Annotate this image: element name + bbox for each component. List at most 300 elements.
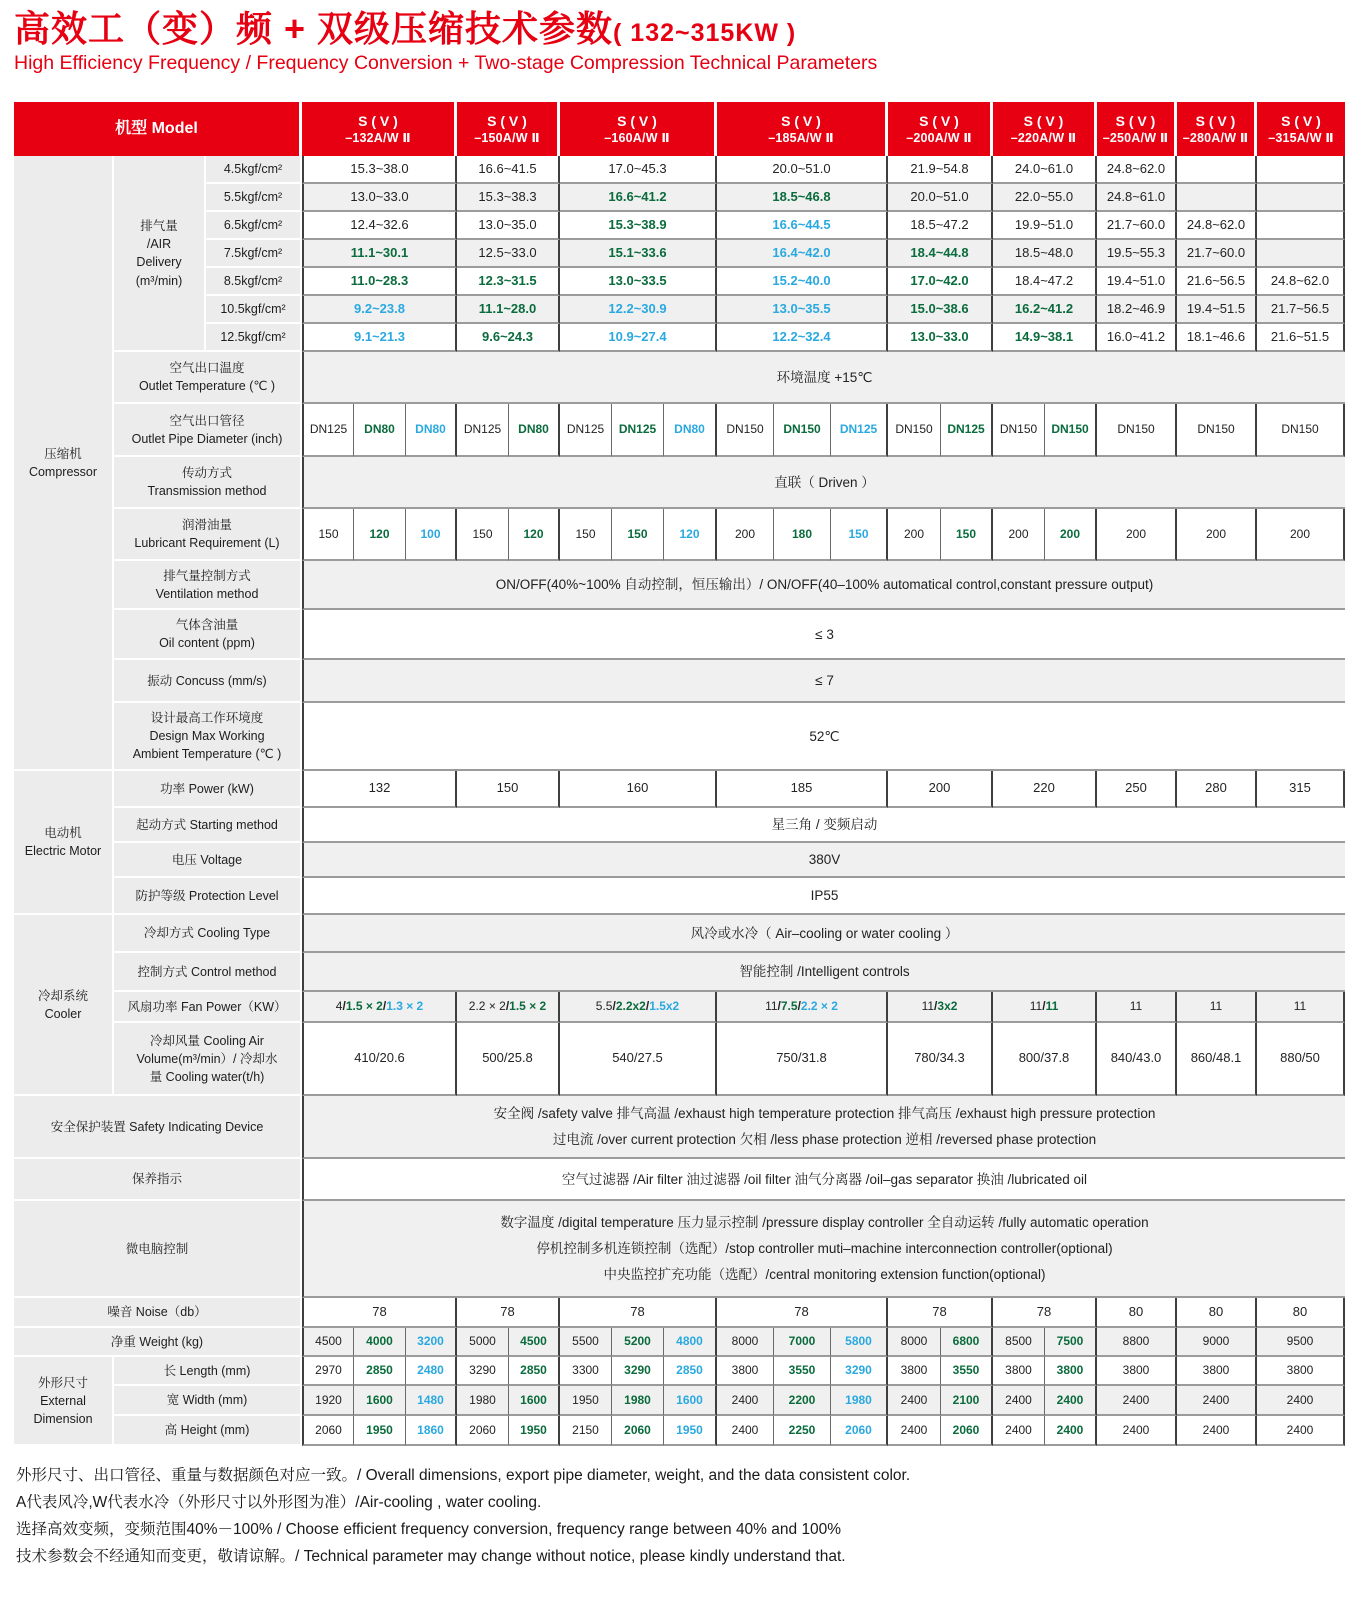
data-cell-air-7-5: 16.4~42.0 bbox=[717, 240, 888, 268]
fan-power-part: 2.2x2 bbox=[615, 999, 646, 1014]
row-label-line: 长 Length (mm) bbox=[163, 1363, 251, 1378]
span-value-ventilation-method bbox=[302, 561, 1345, 610]
data-cell-cooling-air-volume: 840/43.0 bbox=[1097, 1023, 1177, 1096]
span-value-line: 停机控制多机连锁控制（选配）/stop controller muti–machine interconnection controller(optional) bbox=[536, 1241, 1113, 1257]
data-cell-length: 3800 bbox=[1045, 1357, 1097, 1386]
data-cell-air-5-5 bbox=[1257, 184, 1345, 212]
span-value-protection-level bbox=[302, 878, 1345, 915]
group-label-line: Electric Motor bbox=[24, 844, 102, 859]
pressure-label: 8.5kgf/cm² bbox=[206, 268, 302, 296]
page-title-main: 高效工（变）频 + 双级压缩技术参数 bbox=[14, 8, 614, 49]
data-cell-height: 2400 bbox=[1177, 1416, 1257, 1446]
row-label-weight bbox=[14, 1328, 302, 1357]
data-cell-width: 2400 bbox=[1177, 1386, 1257, 1416]
data-cell-air-5-5 bbox=[1177, 184, 1257, 212]
data-cell-height: 1950 bbox=[509, 1416, 560, 1446]
row-label-line: 控制方式 Control method bbox=[137, 964, 277, 979]
data-cell-weight: 7500 bbox=[1045, 1328, 1097, 1357]
footnote: 选择高效变频，变频范围40%－100% / Choose efficient frequency conversion, frequency range between 40% and 100% bbox=[16, 1521, 842, 1539]
span-value-line: 智能控制 /Intelligent controls bbox=[739, 964, 910, 980]
data-cell-length: 3800 bbox=[888, 1357, 941, 1386]
span-value-line: 空气过滤器 /Air filter 油过滤器 /oil filter 油气分离器 /oil–gas separator 换油 /lubricated oil bbox=[561, 1171, 1088, 1187]
data-cell-air-6-5: 15.3~38.9 bbox=[560, 212, 717, 240]
data-cell-air-8-5: 18.4~47.2 bbox=[993, 268, 1097, 296]
fan-power-part: 1.5 × 2 bbox=[509, 999, 547, 1014]
data-cell-outlet-pipe-diameter: DN80 bbox=[354, 404, 406, 457]
model-header-series: S ( V ) bbox=[487, 113, 527, 130]
page-title-range: ( 132~315KW ) bbox=[613, 19, 797, 47]
data-cell-fan-power bbox=[302, 992, 457, 1023]
data-cell-air-6-5: 24.8~62.0 bbox=[1177, 212, 1257, 240]
data-cell-air-7-5: 18.4~44.8 bbox=[888, 240, 993, 268]
pressure-label: 5.5kgf/cm² bbox=[206, 184, 302, 212]
data-cell-width: 2400 bbox=[993, 1386, 1045, 1416]
data-cell-height: 2400 bbox=[888, 1416, 941, 1446]
row-label-line: 噪音 Noise（db） bbox=[107, 1305, 207, 1320]
parameters-table bbox=[14, 102, 1345, 1446]
data-cell-power: 315 bbox=[1257, 771, 1345, 808]
data-cell-power: 200 bbox=[888, 771, 993, 808]
fan-power-part: 5.5 bbox=[595, 999, 613, 1014]
slash-separator: / bbox=[797, 999, 801, 1014]
row-label-design-max-ambient bbox=[114, 703, 302, 771]
data-cell-weight: 9500 bbox=[1257, 1328, 1345, 1357]
row-label-line: Design Max Working bbox=[149, 729, 265, 744]
model-header-name: –160A/W Ⅱ bbox=[604, 131, 670, 146]
fan-power-part: 11 bbox=[1045, 999, 1059, 1014]
slash-separator: / bbox=[645, 999, 650, 1014]
row-label-line: Ventilation method bbox=[155, 586, 259, 601]
data-cell-air-12-5: 9.6~24.3 bbox=[457, 324, 560, 352]
group-label-line: External bbox=[40, 1393, 86, 1408]
data-cell-cooling-air-volume: 800/37.8 bbox=[993, 1023, 1097, 1096]
data-cell-air-6-5 bbox=[1257, 212, 1345, 240]
span-value-oil-content bbox=[302, 610, 1345, 660]
data-cell-outlet-pipe-diameter: DN150 bbox=[993, 404, 1045, 457]
row-label-height bbox=[114, 1416, 302, 1446]
data-cell-outlet-pipe-diameter: DN150 bbox=[1257, 404, 1345, 457]
row-label-line: 微电脑控制 bbox=[125, 1241, 189, 1256]
row-label-line: 净重 Weight (kg) bbox=[110, 1334, 204, 1349]
data-cell-air-8-5: 17.0~42.0 bbox=[888, 268, 993, 296]
model-header-315 bbox=[1257, 102, 1345, 156]
row-label-line: 排气量控制方式 bbox=[163, 568, 251, 583]
data-cell-width: 1480 bbox=[406, 1386, 457, 1416]
model-header-220 bbox=[993, 102, 1097, 156]
data-cell-air-7-5: 11.1~30.1 bbox=[302, 240, 457, 268]
data-cell-length: 2970 bbox=[302, 1357, 354, 1386]
data-cell-width: 1600 bbox=[664, 1386, 717, 1416]
data-cell-air-12-5: 12.2~32.4 bbox=[717, 324, 888, 352]
data-cell-air-10-5: 19.4~51.5 bbox=[1177, 296, 1257, 324]
data-cell-air-8-5: 15.2~40.0 bbox=[717, 268, 888, 296]
model-header-name: –220A/W Ⅱ bbox=[1010, 131, 1077, 146]
row-label-line: 空气出口管径 bbox=[169, 413, 245, 428]
data-cell-cooling-air-volume: 880/50 bbox=[1257, 1023, 1345, 1096]
span-value-line: 安全阀 /safety valve 排气高温 /exhaust high temperature protection 排气高压 /exhaust high pressure protection bbox=[493, 1106, 1156, 1122]
data-cell-power: 280 bbox=[1177, 771, 1257, 808]
data-cell-air-6-5: 12.4~32.6 bbox=[302, 212, 457, 240]
fan-power-part: 11 bbox=[1293, 999, 1307, 1014]
fan-power-part: 11 bbox=[921, 999, 935, 1014]
span-value-design-max-ambient bbox=[302, 703, 1345, 771]
fan-power-part: 2.2 × 2 bbox=[468, 999, 506, 1014]
model-header-series: S ( V ) bbox=[919, 113, 959, 130]
span-value-cooling-type bbox=[302, 915, 1345, 953]
row-label-line: 功率 Power (kW) bbox=[160, 781, 254, 796]
group-label-line: 外形尺寸 bbox=[37, 1375, 88, 1390]
row-label-outlet-temperature bbox=[114, 352, 302, 404]
data-cell-air-6-5: 13.0~35.0 bbox=[457, 212, 560, 240]
model-header-name: –280A/W Ⅱ bbox=[1182, 131, 1249, 146]
row-label-control-method bbox=[114, 953, 302, 992]
data-cell-noise: 78 bbox=[302, 1298, 457, 1328]
data-cell-outlet-pipe-diameter: DN125 bbox=[560, 404, 612, 457]
model-header-name: –315A/W Ⅱ bbox=[1268, 131, 1334, 146]
data-cell-air-10-5: 15.0~38.6 bbox=[888, 296, 993, 324]
row-label-line: Lubricant Requirement (L) bbox=[134, 536, 280, 551]
model-header-series: S ( V ) bbox=[1115, 113, 1156, 130]
span-value-concuss bbox=[302, 660, 1345, 703]
data-cell-air-4-5: 24.8~62.0 bbox=[1097, 156, 1177, 184]
data-cell-cooling-air-volume: 500/25.8 bbox=[457, 1023, 560, 1096]
data-cell-width: 2400 bbox=[888, 1386, 941, 1416]
data-cell-weight: 4000 bbox=[354, 1328, 406, 1357]
data-cell-height: 1860 bbox=[406, 1416, 457, 1446]
slash-separator: / bbox=[777, 999, 781, 1014]
data-cell-air-4-5: 17.0~45.3 bbox=[560, 156, 717, 184]
model-header-name: –185A/W Ⅱ bbox=[768, 131, 834, 146]
row-label-oil-content bbox=[114, 610, 302, 660]
data-cell-power: 185 bbox=[717, 771, 888, 808]
data-cell-air-5-5: 13.0~33.0 bbox=[302, 184, 457, 212]
data-cell-length: 2850 bbox=[509, 1357, 560, 1386]
data-cell-outlet-pipe-diameter: DN125 bbox=[941, 404, 993, 457]
data-cell-lubricant-requirement: 150 bbox=[831, 509, 888, 561]
data-cell-weight: 4800 bbox=[664, 1328, 717, 1357]
model-header-series: S ( V ) bbox=[1281, 113, 1321, 130]
data-cell-height: 2250 bbox=[774, 1416, 831, 1446]
fan-power-part: 7.5 bbox=[780, 999, 798, 1014]
data-cell-lubricant-requirement: 150 bbox=[941, 509, 993, 561]
data-cell-air-10-5: 11.1~28.0 bbox=[457, 296, 560, 324]
data-cell-lubricant-requirement: 120 bbox=[509, 509, 560, 561]
span-value-line: 52℃ bbox=[809, 728, 840, 744]
page-title bbox=[14, 8, 1345, 49]
fan-power-part: 1.5x2 bbox=[649, 999, 680, 1014]
data-cell-outlet-pipe-diameter: DN80 bbox=[406, 404, 457, 457]
data-cell-height: 2060 bbox=[941, 1416, 993, 1446]
data-cell-height: 2400 bbox=[1097, 1416, 1177, 1446]
data-cell-height: 2060 bbox=[612, 1416, 664, 1446]
model-header-185 bbox=[717, 102, 888, 156]
data-cell-length: 3550 bbox=[941, 1357, 993, 1386]
row-label-line: 润滑油量 bbox=[181, 518, 232, 533]
footnotes bbox=[16, 1462, 1345, 1570]
group-label-line: 冷却系统 bbox=[37, 988, 88, 1003]
data-cell-length: 3550 bbox=[774, 1357, 831, 1386]
data-cell-outlet-pipe-diameter: DN150 bbox=[717, 404, 774, 457]
data-cell-length: 3300 bbox=[560, 1357, 612, 1386]
data-cell-lubricant-requirement: 150 bbox=[612, 509, 664, 561]
slash-separator: / bbox=[612, 999, 616, 1014]
row-label-fan-power bbox=[114, 992, 302, 1023]
span-value-line: 380V bbox=[808, 852, 841, 868]
span-value-line: 数字温度 /digital temperature 压力显示控制 /pressure display controller 全自动运转 /fully automatic operation bbox=[500, 1215, 1149, 1231]
air-delivery-label bbox=[114, 156, 206, 352]
pressure-label: 4.5kgf/cm² bbox=[206, 156, 302, 184]
span-value-line: 环境温度 +15℃ bbox=[776, 369, 873, 385]
data-cell-air-10-5: 13.0~35.5 bbox=[717, 296, 888, 324]
span-value-control-method bbox=[302, 953, 1345, 992]
row-label-maintenance-indication bbox=[14, 1159, 302, 1201]
air-delivery-label-line: Delivery bbox=[136, 255, 182, 270]
data-cell-fan-power bbox=[1177, 992, 1257, 1023]
data-cell-air-12-5: 13.0~33.0 bbox=[888, 324, 993, 352]
slash-separator: / bbox=[1042, 999, 1046, 1014]
span-value-line: IP55 bbox=[810, 888, 839, 904]
air-delivery-label-line: 排气量 bbox=[140, 219, 178, 234]
data-cell-weight: 5800 bbox=[831, 1328, 888, 1357]
data-cell-cooling-air-volume: 780/34.3 bbox=[888, 1023, 993, 1096]
data-cell-noise: 80 bbox=[1257, 1298, 1345, 1328]
group-label-line: Dimension bbox=[33, 1411, 93, 1426]
fan-power-part: 3x2 bbox=[937, 999, 958, 1014]
data-cell-width: 2400 bbox=[1097, 1386, 1177, 1416]
row-label-line: 安全保护装置 Safety Indicating Device bbox=[50, 1119, 264, 1134]
data-cell-height: 2400 bbox=[1045, 1416, 1097, 1446]
data-cell-outlet-pipe-diameter: DN150 bbox=[1177, 404, 1257, 457]
data-cell-lubricant-requirement: 200 bbox=[717, 509, 774, 561]
pressure-label: 10.5kgf/cm² bbox=[206, 296, 302, 324]
data-cell-height: 2150 bbox=[560, 1416, 612, 1446]
data-cell-air-10-5: 16.2~41.2 bbox=[993, 296, 1097, 324]
row-label-cooling-type bbox=[114, 915, 302, 953]
group-label-line: 电动机 bbox=[44, 826, 82, 841]
data-cell-air-12-5: 10.9~27.4 bbox=[560, 324, 717, 352]
data-cell-weight: 4500 bbox=[302, 1328, 354, 1357]
row-label-cooling-air-volume bbox=[114, 1023, 302, 1096]
data-cell-air-8-5: 13.0~33.5 bbox=[560, 268, 717, 296]
row-label-line: 风扇功率 Fan Power（KW） bbox=[127, 999, 287, 1014]
row-label-line: 电压 Voltage bbox=[171, 852, 243, 867]
data-cell-outlet-pipe-diameter: DN125 bbox=[612, 404, 664, 457]
data-cell-air-7-5: 12.5~33.0 bbox=[457, 240, 560, 268]
data-cell-outlet-pipe-diameter: DN125 bbox=[302, 404, 354, 457]
data-cell-outlet-pipe-diameter: DN80 bbox=[664, 404, 717, 457]
model-header-150 bbox=[457, 102, 560, 156]
data-cell-fan-power bbox=[457, 992, 560, 1023]
data-cell-power: 220 bbox=[993, 771, 1097, 808]
span-value-line: ≤ 7 bbox=[815, 673, 834, 689]
data-cell-width: 1980 bbox=[831, 1386, 888, 1416]
data-cell-width: 1980 bbox=[612, 1386, 664, 1416]
span-value-line: 星三角 / 变频启动 bbox=[771, 817, 878, 833]
data-cell-air-6-5: 21.7~60.0 bbox=[1097, 212, 1177, 240]
data-cell-length: 3800 bbox=[1257, 1357, 1345, 1386]
model-header-132 bbox=[302, 102, 457, 156]
span-value-line: 中央监控扩充功能（选配）/central monitoring extension function(optional) bbox=[603, 1266, 1046, 1282]
data-cell-length: 2480 bbox=[406, 1357, 457, 1386]
data-cell-lubricant-requirement: 180 bbox=[774, 509, 831, 561]
row-label-line: Transmission method bbox=[147, 484, 267, 499]
model-header-series: S ( V ) bbox=[1195, 113, 1236, 130]
data-cell-weight: 8000 bbox=[888, 1328, 941, 1357]
row-label-line: 防护等级 Protection Level bbox=[135, 888, 279, 903]
data-cell-width: 1600 bbox=[509, 1386, 560, 1416]
data-cell-length: 3800 bbox=[993, 1357, 1045, 1386]
row-label-line: 设计最高工作环境度 bbox=[150, 711, 264, 726]
span-value-microcomputer-control bbox=[302, 1201, 1345, 1298]
data-cell-power: 132 bbox=[302, 771, 457, 808]
data-cell-cooling-air-volume: 540/27.5 bbox=[560, 1023, 717, 1096]
group-label-cooler bbox=[14, 915, 114, 1096]
data-cell-air-5-5: 24.8~61.0 bbox=[1097, 184, 1177, 212]
data-cell-weight: 8800 bbox=[1097, 1328, 1177, 1357]
row-label-line: 空气出口温度 bbox=[169, 361, 245, 376]
slash-separator: / bbox=[505, 999, 510, 1014]
row-label-microcomputer-control bbox=[14, 1201, 302, 1298]
data-cell-weight: 9000 bbox=[1177, 1328, 1257, 1357]
row-label-ventilation-method bbox=[114, 561, 302, 610]
group-label-motor bbox=[14, 771, 114, 915]
data-cell-air-8-5: 24.8~62.0 bbox=[1257, 268, 1345, 296]
data-cell-fan-power bbox=[993, 992, 1097, 1023]
data-cell-weight: 5000 bbox=[457, 1328, 509, 1357]
data-cell-weight: 5500 bbox=[560, 1328, 612, 1357]
data-cell-cooling-air-volume: 410/20.6 bbox=[302, 1023, 457, 1096]
model-header-series: S ( V ) bbox=[358, 113, 398, 130]
data-cell-noise: 78 bbox=[993, 1298, 1097, 1328]
data-cell-lubricant-requirement: 200 bbox=[1045, 509, 1097, 561]
data-cell-air-6-5: 19.9~51.0 bbox=[993, 212, 1097, 240]
fan-power-part: 1.5 × 2 bbox=[345, 999, 383, 1014]
data-cell-fan-power bbox=[1257, 992, 1345, 1023]
data-cell-cooling-air-volume: 750/31.8 bbox=[717, 1023, 888, 1096]
data-cell-air-12-5: 9.1~21.3 bbox=[302, 324, 457, 352]
data-cell-length: 3290 bbox=[612, 1357, 664, 1386]
data-cell-air-7-5 bbox=[1257, 240, 1345, 268]
table-header-model-label: 机型 Model bbox=[14, 102, 302, 156]
pressure-label: 7.5kgf/cm² bbox=[206, 240, 302, 268]
row-label-power bbox=[114, 771, 302, 808]
data-cell-air-5-5: 20.0~51.0 bbox=[888, 184, 993, 212]
row-label-protection-level bbox=[114, 878, 302, 915]
data-cell-width: 1980 bbox=[457, 1386, 509, 1416]
group-label-line: Compressor bbox=[28, 464, 98, 479]
data-cell-air-8-5: 21.6~56.5 bbox=[1177, 268, 1257, 296]
data-cell-air-12-5: 16.0~41.2 bbox=[1097, 324, 1177, 352]
group-label-compressor bbox=[14, 156, 114, 771]
data-cell-air-5-5: 22.0~55.0 bbox=[993, 184, 1097, 212]
row-label-width bbox=[114, 1386, 302, 1416]
fan-power-part: 1.3 × 2 bbox=[386, 999, 424, 1014]
data-cell-air-8-5: 12.3~31.5 bbox=[457, 268, 560, 296]
data-cell-outlet-pipe-diameter: DN150 bbox=[1045, 404, 1097, 457]
data-cell-noise: 80 bbox=[1097, 1298, 1177, 1328]
model-header-name: –132A/W Ⅱ bbox=[345, 131, 411, 146]
row-label-line: Oil content (ppm) bbox=[159, 636, 255, 651]
data-cell-width: 2400 bbox=[1045, 1386, 1097, 1416]
row-label-line: 气体含油量 bbox=[175, 618, 239, 633]
data-cell-length: 2850 bbox=[354, 1357, 406, 1386]
data-cell-lubricant-requirement: 150 bbox=[560, 509, 612, 561]
row-label-line: 振动 Concuss (mm/s) bbox=[147, 673, 267, 688]
row-label-line: 保养指示 bbox=[131, 1172, 182, 1187]
data-cell-air-10-5: 18.2~46.9 bbox=[1097, 296, 1177, 324]
span-value-line: ≤ 3 bbox=[815, 626, 834, 642]
data-cell-air-4-5 bbox=[1257, 156, 1345, 184]
data-cell-outlet-pipe-diameter: DN125 bbox=[831, 404, 888, 457]
span-value-line: 直联（ Driven ） bbox=[774, 474, 875, 490]
data-cell-air-4-5 bbox=[1177, 156, 1257, 184]
group-label-line: Cooler bbox=[44, 1006, 82, 1021]
air-delivery-label-line: (m³/min) bbox=[135, 273, 183, 288]
data-cell-outlet-pipe-diameter: DN150 bbox=[1097, 404, 1177, 457]
row-label-line: Outlet Temperature (℃ ) bbox=[138, 379, 276, 394]
data-cell-noise: 78 bbox=[888, 1298, 993, 1328]
data-cell-length: 3800 bbox=[1097, 1357, 1177, 1386]
data-cell-air-10-5: 21.7~56.5 bbox=[1257, 296, 1345, 324]
data-cell-length: 3800 bbox=[717, 1357, 774, 1386]
row-label-line: 起动方式 Starting method bbox=[136, 817, 278, 832]
model-header-series: S ( V ) bbox=[617, 113, 657, 130]
fan-power-part: 11 bbox=[1129, 999, 1143, 1014]
data-cell-air-6-5: 16.6~44.5 bbox=[717, 212, 888, 240]
span-value-line: 风冷或水冷（ Air–cooling or water cooling ） bbox=[690, 925, 959, 941]
data-cell-fan-power bbox=[1097, 992, 1177, 1023]
row-label-line: 传动方式 bbox=[181, 466, 232, 481]
row-label-starting-method bbox=[114, 808, 302, 843]
data-cell-length: 2850 bbox=[664, 1357, 717, 1386]
data-cell-width: 1600 bbox=[354, 1386, 406, 1416]
data-cell-noise: 78 bbox=[457, 1298, 560, 1328]
fan-power-part: 4 bbox=[335, 999, 343, 1014]
data-cell-width: 2200 bbox=[774, 1386, 831, 1416]
span-value-maintenance-indication bbox=[302, 1159, 1345, 1201]
pressure-label: 12.5kgf/cm² bbox=[206, 324, 302, 352]
data-cell-height: 1950 bbox=[354, 1416, 406, 1446]
data-cell-outlet-pipe-diameter: DN150 bbox=[774, 404, 831, 457]
row-label-safety-indicating-device bbox=[14, 1096, 302, 1159]
data-cell-fan-power bbox=[560, 992, 717, 1023]
span-value-outlet-temperature bbox=[302, 352, 1345, 404]
data-cell-width: 2100 bbox=[941, 1386, 993, 1416]
fan-power-part: 11 bbox=[1209, 999, 1223, 1014]
row-label-line: 高 Height (mm) bbox=[164, 1423, 250, 1438]
span-value-transmission-method bbox=[302, 457, 1345, 509]
data-cell-lubricant-requirement: 200 bbox=[1177, 509, 1257, 561]
data-cell-cooling-air-volume: 860/48.1 bbox=[1177, 1023, 1257, 1096]
row-label-line: 冷却方式 Cooling Type bbox=[143, 926, 271, 941]
footnote: 外形尺寸、出口管径、重量与数据颜色对应一致。/ Overall dimensions, export pipe diameter, weight, and the data consistent color. bbox=[16, 1467, 911, 1485]
fan-power-part: 2.2 × 2 bbox=[800, 999, 838, 1014]
data-cell-air-7-5: 21.7~60.0 bbox=[1177, 240, 1257, 268]
model-header-name: –200A/W Ⅱ bbox=[906, 131, 972, 146]
model-header-name: –250A/W Ⅱ bbox=[1102, 131, 1169, 146]
data-cell-air-10-5: 12.2~30.9 bbox=[560, 296, 717, 324]
data-cell-lubricant-requirement: 200 bbox=[1257, 509, 1345, 561]
data-cell-weight: 7000 bbox=[774, 1328, 831, 1357]
data-cell-weight: 8500 bbox=[993, 1328, 1045, 1357]
data-cell-height: 2060 bbox=[302, 1416, 354, 1446]
row-label-line: 冷却风量 Cooling Air bbox=[150, 1033, 264, 1048]
row-label-concuss bbox=[114, 660, 302, 703]
data-cell-air-12-5: 21.6~51.5 bbox=[1257, 324, 1345, 352]
row-label-line: Ambient Temperature (℃ ) bbox=[132, 747, 282, 762]
data-cell-fan-power bbox=[717, 992, 888, 1023]
data-cell-lubricant-requirement: 200 bbox=[888, 509, 941, 561]
